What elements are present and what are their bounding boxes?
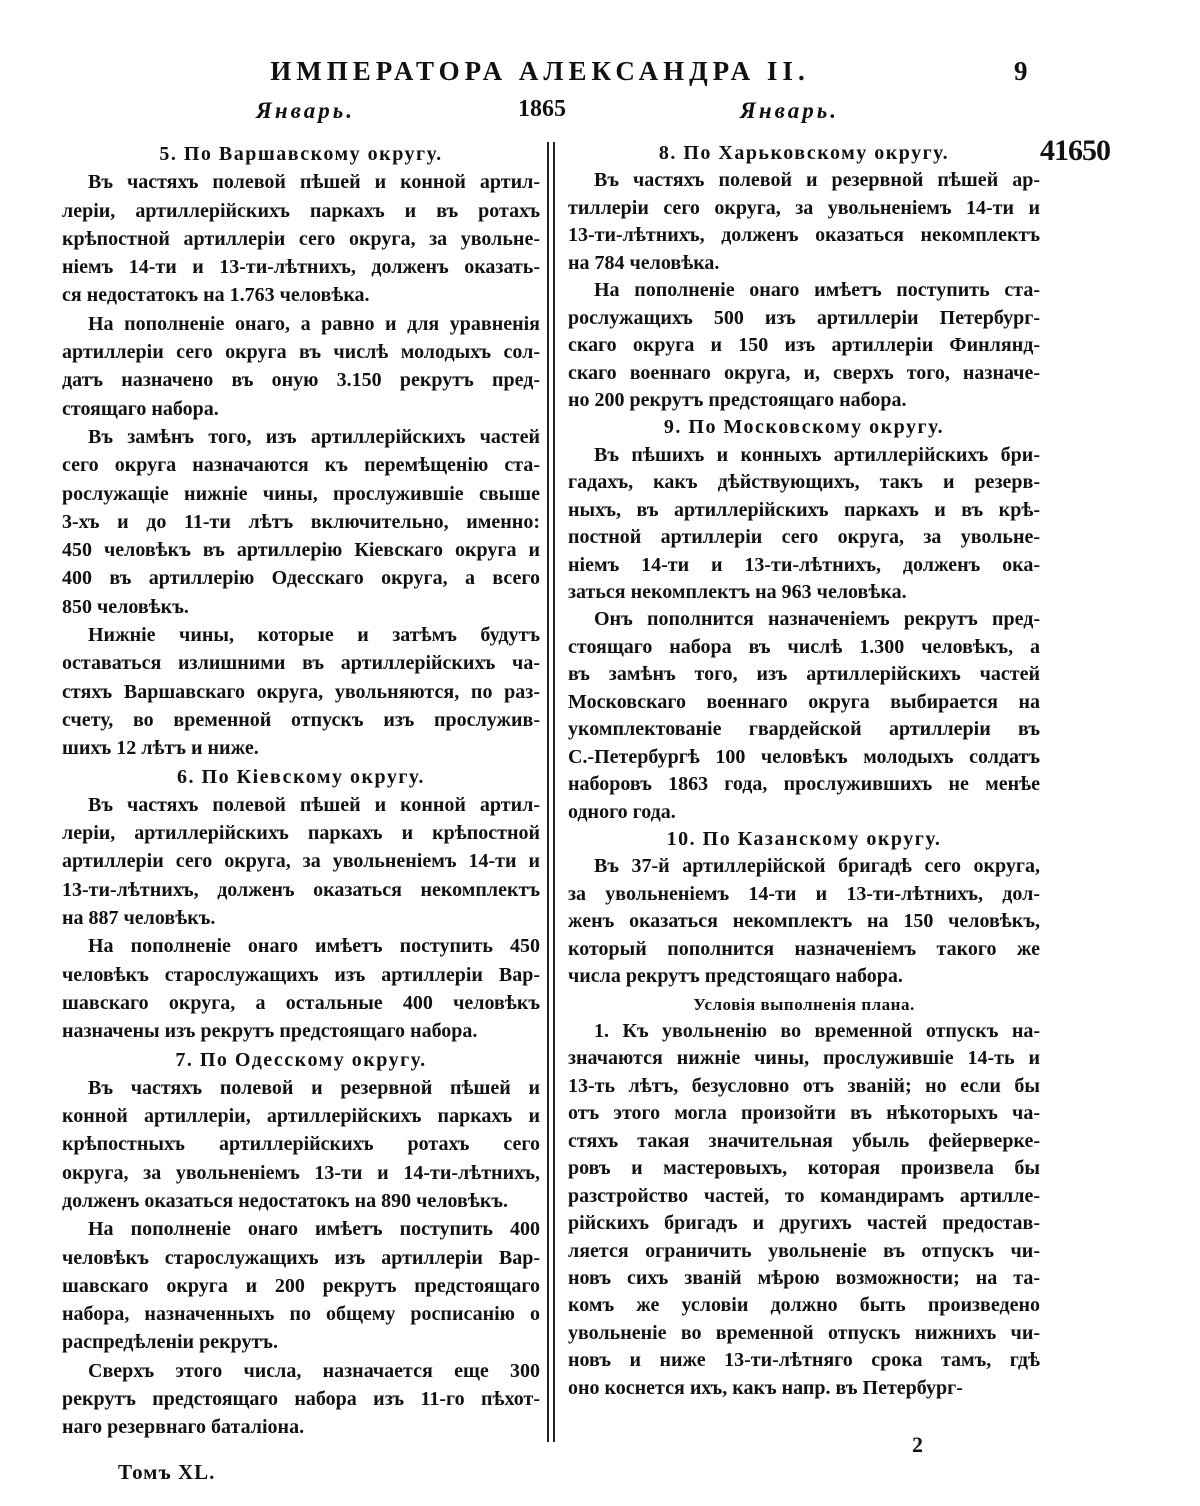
text-line: долженъ оказаться недостатокъ на 890 человѣкъ. xyxy=(62,1189,509,1212)
text-line: 5. По Варшавскому округу. xyxy=(159,143,443,165)
text-line: 9. По Московскому округу. xyxy=(663,416,945,439)
text-line: одного года. xyxy=(568,800,676,823)
paragraph xyxy=(568,277,1040,414)
year: 1865 xyxy=(518,96,566,122)
right-column xyxy=(568,140,1040,1402)
paragraph xyxy=(568,853,1040,990)
text-line: 6. По Кіевскому округу. xyxy=(177,765,425,788)
text-line: разстройство частей, то командирамъ артилле- xyxy=(568,1184,1040,1207)
text-line: за увольненіемъ 14-ти и 13-ти-лѣтнихъ, дол- xyxy=(568,882,1040,905)
volume-label: Томъ XL. xyxy=(118,1460,216,1484)
text-line: Въ частяхъ полевой и резервной пѣшей и xyxy=(88,1076,540,1099)
text-line: числа рекрутъ предстоящаго набора. xyxy=(568,965,903,988)
running-title: ИМПЕРАТОРА АЛЕКСАНДРА II. xyxy=(270,56,810,86)
section-heading xyxy=(568,826,1040,853)
text-line: Въ частяхъ полевой и резервной пѣшей ар- xyxy=(594,169,1040,192)
paragraph xyxy=(62,310,540,423)
text-line: На пополненіе онаго имѣетъ поступить ста- xyxy=(594,279,1040,302)
paragraph xyxy=(62,423,540,621)
text-line: 13-ти-лѣтнихъ, долженъ оказаться некомплектъ xyxy=(62,878,540,901)
text-line: 400 въ артиллерію Одесскаго округа, а всего xyxy=(62,567,540,590)
text-line: На пополненіе онаго имѣетъ поступить 450 xyxy=(88,935,540,958)
text-line: С.-Петербургѣ 100 человѣкъ молодыхъ солдатъ xyxy=(568,745,1040,768)
page-number: 9 xyxy=(1014,56,1028,86)
paragraph xyxy=(62,1074,540,1215)
text-line: ныхъ, въ артиллерійскихъ паркахъ и въ крѣ- xyxy=(568,498,1040,521)
paragraph xyxy=(568,1018,1040,1402)
text-line: 3-хъ и до 11-ти лѣтъ включительно, именно: xyxy=(62,510,540,533)
text-line: ніемъ 14-ти и 13-ти-лѣтнихъ, долженъ ока- xyxy=(568,553,1040,576)
text-line: скаго округа и 150 изъ артиллеріи Финлянд- xyxy=(568,334,1040,357)
text-line: комъ же условіи должно быть произведено xyxy=(568,1294,1040,1317)
paragraph xyxy=(568,167,1040,277)
text-line: 8. По Харьковскому округу. xyxy=(658,142,950,164)
section-heading xyxy=(568,140,1040,167)
text-line: оно коснется ихъ, какъ напр. въ Петербург- xyxy=(568,1376,963,1399)
text-line: Въ пѣшихъ и конныхъ артиллерійскихъ бри- xyxy=(594,443,1040,466)
text-line: женъ оказаться некомплектъ на 150 человѣкъ, xyxy=(568,910,1040,933)
section-heading xyxy=(62,763,540,791)
text-line: сего округа назначаются къ перемѣщенію ста- xyxy=(62,454,540,477)
text-line: человѣкъ старослужащихъ изъ артиллеріи Вар- xyxy=(62,1246,540,1269)
text-line: рослужащіе нижніе чины, прослужившіе свыше xyxy=(62,482,540,505)
text-line: заться некомплектъ на 963 человѣка. xyxy=(568,581,907,603)
text-line: назначены изъ рекрутъ предстоящаго набора. xyxy=(62,1020,478,1043)
text-line: 13-ть лѣтъ, безусловно отъ званій; но если бы xyxy=(568,1074,1040,1097)
text-line: конной артиллеріи, артиллерійскихъ паркахъ и xyxy=(62,1105,540,1128)
text-line: человѣкъ старослужащихъ изъ артиллеріи Вар- xyxy=(62,963,540,986)
text-line: стоящаго набора. xyxy=(62,397,219,420)
text-line: Условія выполненія плана. xyxy=(693,994,915,1014)
paragraph xyxy=(62,791,540,932)
text-line: набора, назначенныхъ по общему росписанію о xyxy=(62,1303,540,1326)
section-heading xyxy=(568,991,1040,1018)
text-line: леріи, артиллерійскихъ паркахъ и крѣпостной xyxy=(62,822,540,845)
text-line: увольненіе во временной отпускъ нижнихъ чи- xyxy=(568,1321,1040,1344)
signature-mark: 2 xyxy=(912,1432,923,1457)
text-line: на 887 человѣкъ. xyxy=(62,907,216,930)
text-line: ніемъ 14-ти и 13-ти-лѣтнихъ, долженъ оказать- xyxy=(62,256,540,279)
text-line: крѣпостной артиллеріи сего округа, за увольне- xyxy=(62,227,540,250)
text-line: 450 человѣкъ въ артиллерію Кіевскаго округа и xyxy=(62,539,540,562)
text-line: ся недостатокъ на 1.763 человѣка. xyxy=(62,284,370,307)
text-line: гадахъ, какъ дѣйствующихъ, такъ и резерв- xyxy=(568,471,1040,494)
text-line: рійскихъ бригадъ и другихъ частей предостав- xyxy=(568,1212,1040,1235)
text-line: 10. По Казанскому округу. xyxy=(666,827,942,850)
text-line: Сверхъ этого числа, назначается еще 300 xyxy=(88,1359,540,1382)
text-line: новъ сихъ званій мѣрою возможности; на та- xyxy=(568,1266,1040,1289)
document-number: 41650 xyxy=(1040,134,1110,167)
text-line: Московскаго военнаго округа выбирается на xyxy=(568,690,1040,713)
text-line: Въ частяхъ полевой пѣшей и конной артил- xyxy=(88,793,540,816)
column-divider xyxy=(553,142,555,1442)
text-line: наборовъ 1863 года, прослужившихъ не менѣе xyxy=(568,773,1040,796)
text-line: Онъ пополнится назначеніемъ рекрутъ пред- xyxy=(594,608,1040,631)
text-line: крѣпостныхъ артиллерійскихъ ротахъ сего xyxy=(62,1133,540,1156)
text-line: ровъ и мастеровыхъ, которая произвела бы xyxy=(568,1157,1040,1180)
text-line: значаются нижніе чины, прослужившіе 14-ть и xyxy=(568,1047,1040,1070)
text-line: датъ назначено въ оную 3.150 рекрутъ пред- xyxy=(62,369,540,392)
text-line: артиллеріи сего округа въ числѣ молодыхъ сол- xyxy=(62,341,540,364)
text-line: Въ 37-й артиллерійской бригадѣ сего округа, xyxy=(594,855,1040,878)
paragraph xyxy=(62,1215,540,1356)
section-heading xyxy=(568,414,1040,441)
text-line: леріи, артиллерійскихъ паркахъ и въ ротахъ xyxy=(62,199,540,222)
text-line: стоящаго набора въ числѣ 1.300 человѣкъ, а xyxy=(568,635,1040,658)
text-line: Нижніе чины, которые и затѣмъ будутъ xyxy=(88,624,540,647)
text-line: отъ этого могла произойти въ нѣкоторыхъ ча- xyxy=(568,1102,1040,1125)
paragraph xyxy=(62,932,540,1045)
text-line: въ замѣнъ того, изъ артиллерійскихъ частей xyxy=(568,663,1040,686)
paragraph xyxy=(62,621,540,762)
paragraph xyxy=(568,606,1040,826)
section-heading xyxy=(62,1046,540,1074)
paragraph xyxy=(62,168,540,309)
text-line: шихъ 12 лѣтъ и ниже. xyxy=(62,737,259,760)
text-line: шавскаго округа, а остальные 400 человѣкъ xyxy=(62,991,540,1014)
text-line: На пополненіе онаго, а равно и для уравненія xyxy=(88,312,540,335)
paragraph xyxy=(568,442,1040,607)
paragraph xyxy=(62,1357,540,1442)
text-line: ляется ограничить увольненіе въ отпускъ чи- xyxy=(568,1239,1040,1262)
text-line: распредѣленіи рекрутъ. xyxy=(62,1331,278,1354)
text-line: 850 человѣкъ. xyxy=(62,595,189,618)
column-divider xyxy=(547,142,549,1442)
text-line: рекрутъ предстоящаго набора изъ 11-го пѣхот- xyxy=(62,1388,540,1411)
text-line: 7. По Одесскому округу. xyxy=(175,1048,427,1071)
month-left: Январь. xyxy=(256,98,355,123)
left-column xyxy=(62,140,540,1442)
text-line: скаго военнаго округа, и, сверхъ того, назначе- xyxy=(568,361,1040,384)
text-line: счету, во временной отпускъ изъ прослужив- xyxy=(62,708,540,731)
text-line: артиллеріи сего округа, за увольненіемъ 14-ти и xyxy=(62,850,540,873)
text-line: стяхъ такая значительная убыль фейерверке- xyxy=(568,1129,1040,1152)
text-line: тиллеріи сего округа, за увольненіемъ 14-ти и xyxy=(568,196,1040,219)
section-heading xyxy=(62,140,540,168)
text-line: укомплектованіе гвардейской артиллеріи въ xyxy=(568,718,1040,741)
text-line: 13-ти-лѣтнихъ, долженъ оказаться некомплектъ xyxy=(568,224,1040,247)
text-line: на 784 человѣка. xyxy=(568,251,720,274)
text-line: шавскаго округа и 200 рекрутъ предстоящаго xyxy=(62,1274,540,1297)
text-line: новъ и ниже 13-ти-лѣтняго срока тамъ, гдѣ xyxy=(568,1349,1040,1372)
text-line: стяхъ Варшавскаго округа, увольняются, по раз- xyxy=(62,680,540,703)
text-line: 1. Къ увольненію во временной отпускъ на- xyxy=(594,1020,1040,1042)
text-line: На пополненіе онаго имѣетъ поступить 400 xyxy=(88,1218,540,1241)
text-line: округа, за увольненіемъ 13-ти и 14-ти-лѣтнихъ, xyxy=(62,1161,540,1184)
text-line: Въ частяхъ полевой пѣшей и конной артил- xyxy=(88,171,540,194)
text-line: оставаться излишними въ артиллерійскихъ ча- xyxy=(62,652,540,675)
text-line: рослужащихъ 500 изъ артиллеріи Петербург- xyxy=(568,306,1040,329)
text-line: но 200 рекрутъ предстоящаго набора. xyxy=(568,388,907,411)
text-line: который пополнится назначеніемъ такого же xyxy=(568,937,1040,960)
text-line: Въ замѣнъ того, изъ артиллерійскихъ частей xyxy=(88,425,540,448)
text-line: наго резервнаго баталіона. xyxy=(62,1416,305,1439)
text-line: постной артиллеріи сего округа, за увольне- xyxy=(568,526,1040,549)
month-right: Январь. xyxy=(740,98,839,123)
